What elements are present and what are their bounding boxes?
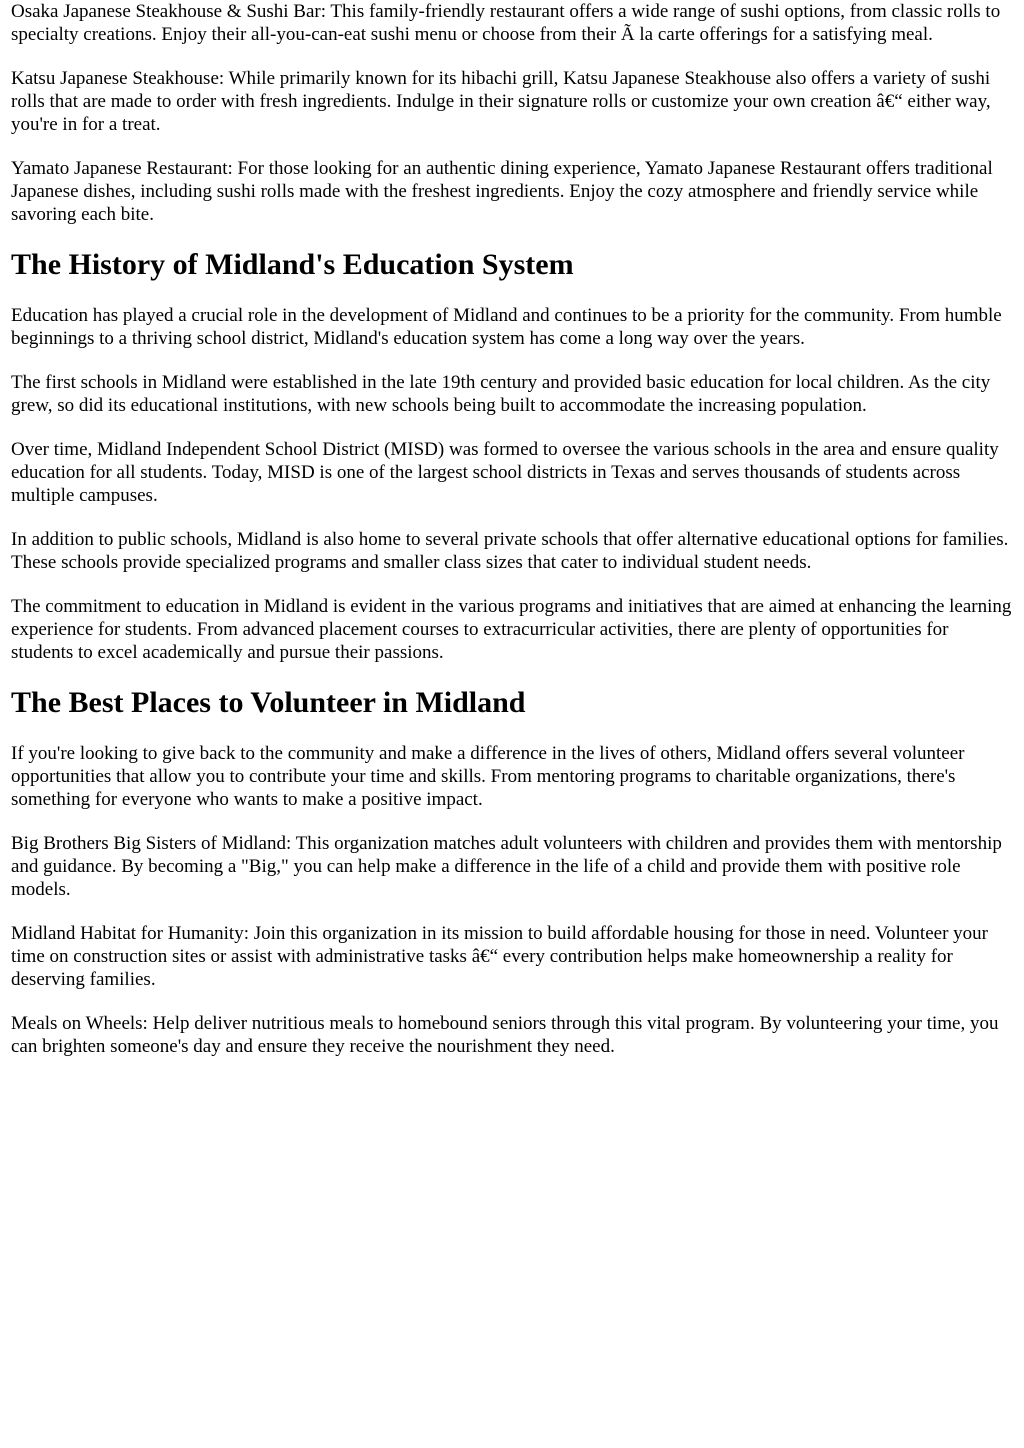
paragraph-volunteer-intro: If you're looking to give back to the community and make a difference in the lives of others, Midland offers several volunteer opportunities that allow you to contribute your time and skills. From mentoring programs to charitable organizations, there's something for everyone who wants to make a positive impact. [11,743,965,810]
paragraph-private-schools: In addition to public schools, Midland is also home to several private schools that offer alternative educational options for families. These schools provide specialized programs and smaller class sizes that cater to individual student needs. [11,529,1009,573]
paragraph-osaka: Osaka Japanese Steakhouse & Sushi Bar: This family-friendly restaurant offers a wide range of sushi options, from classic rolls to specialty creations. Enjoy their all-you-can-eat sushi menu or choose from their Ã la carte offerings for a satisfying meal. [11,1,1001,45]
paragraph-misd: Over time, Midland Independent School District (MISD) was formed to oversee the various schools in the area and ensure quality education for all students. Today, MISD is one of the largest school districts in Texas and serves thousands of students across multiple campuses. [11,439,999,506]
paragraph-big-brothers: Big Brothers Big Sisters of Midland: This organization matches adult volunteers with children and provides them with mentorship and guidance. By becoming a "Big," you can help make a difference in the life of a child and provide them with positive role models. [11,833,1002,900]
paragraph-yamato: Yamato Japanese Restaurant: For those looking for an authentic dining experience, Yamato Japanese Restaurant offers traditional Japanese dishes, including sushi rolls made with the freshest ingredients. Enjoy the cozy atmosphere and friendly service while savoring each bite. [11,158,993,225]
paragraph-first-schools: The first schools in Midland were established in the late 19th century and provided basic education for local children. As the city grew, so did its educational institutions, with new schools being built to accommodate the increasing population. [11,372,991,416]
paragraph-katsu: Katsu Japanese Steakhouse: While primarily known for its hibachi grill, Katsu Japanese Steakhouse also offers a variety of sushi rolls that are made to order with fresh ingredients. Indulge in their signature rolls or customize your own creation â€“ either way, you're in for a treat. [11,68,991,135]
paragraph-education-intro: Education has played a crucial role in the development of Midland and continues to be a priority for the community. From humble beginnings to a thriving school district, Midland's education system has come a long way over the years. [11,305,1002,349]
heading-education-history: The History of Midland's Education System [11,248,574,281]
paragraph-habitat: Midland Habitat for Humanity: Join this organization in its mission to build affordable housing for those in need. Volunteer your time on construction sites or assist with administrative tasks â€“ every contribution helps make homeownership a reality for deserving families. [11,923,988,990]
paragraph-education-commitment: The commitment to education in Midland is evident in the various programs and initiatives that are aimed at enhancing the learning experience for students. From advanced placement courses to extracurricular activities, there are plenty of opportunities for students to excel academically and pursue their passions. [11,596,1012,663]
paragraph-meals-on-wheels: Meals on Wheels: Help deliver nutritious meals to homebound seniors through this vital program. By volunteering your time, you can brighten someone's day and ensure they receive the nourishment they need. [11,1013,999,1057]
heading-volunteer: The Best Places to Volunteer in Midland [11,686,526,719]
